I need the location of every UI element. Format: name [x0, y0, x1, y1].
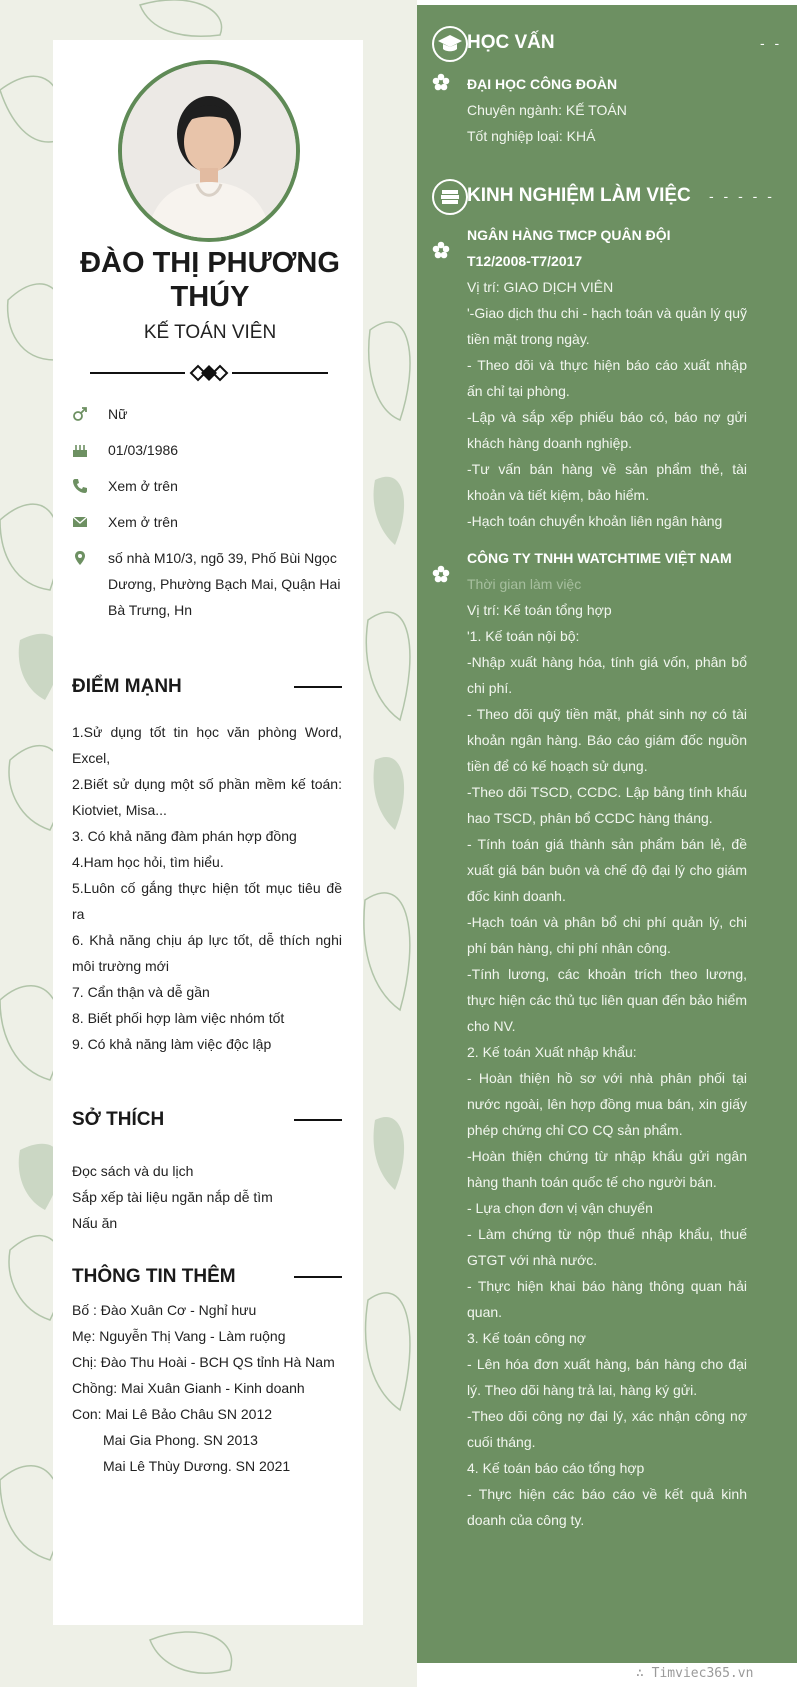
list-item: 5.Luôn cố gắng thực hiện tốt mục tiêu đề ra: [72, 880, 342, 922]
education-entry: [467, 71, 747, 149]
diamond-ornament-icon: [189, 364, 229, 382]
job-entry-1: [467, 222, 747, 534]
list-item: 2.Biết sử dụng một số phần mềm kế toán: Kiotviet, Misa...: [72, 776, 342, 818]
list-item: 7. Cẩn thận và dễ gần: [72, 984, 210, 1000]
address-value: số nhà M10/3, ngõ 39, Phố Bùi Ngọc Dương, Phường Bạch Mai, Quận Hai Bà Trưng, Hn: [108, 550, 341, 618]
job-duty: 3. Kế toán công nợ: [467, 1330, 586, 1346]
job-duty: -Theo dõi TSCD, CCDC. Lập bảng tính khấu hao TSCD, phân bổ CCDC hàng tháng.: [467, 784, 747, 826]
major: Chuyên ngành: KẾ TOÁN: [467, 102, 627, 118]
graduation-cap-icon: [432, 26, 468, 62]
job-duty: -Theo dõi công nợ đại lý, xác nhận công nợ cuối tháng.: [467, 1408, 747, 1450]
job-duty: - Thực hiện các báo cáo về kết quả kinh doanh của công ty.: [467, 1486, 747, 1528]
job-duty: - Theo dõi và thực hiện báo cáo xuất nhập ấn chỉ tại phòng.: [467, 357, 747, 399]
job-duty: - Thực hiện khai báo hàng thông quan hải quan.: [467, 1278, 747, 1320]
list-item: 8. Biết phối hợp làm việc nhóm tốt: [72, 1010, 285, 1026]
hobbies-heading: SỞ THÍCH: [72, 1109, 165, 1130]
candidate-name: ĐÀO THỊ PHƯƠNG THÚY: [80, 247, 340, 313]
email-value: Xem ở trên: [108, 514, 178, 530]
watermark: [636, 1666, 753, 1681]
profile-photo: [118, 60, 300, 242]
job-period: Thời gian làm việc: [467, 576, 582, 592]
list-item: 6. Khả năng chịu áp lực tốt, dễ thích nghi môi trường mới: [72, 932, 342, 974]
job-duty: 2. Kế toán Xuất nhập khẩu:: [467, 1044, 637, 1060]
extra-info-heading-rule: [294, 1276, 342, 1278]
school-name: ĐẠI HỌC CÔNG ĐOÀN: [467, 76, 618, 92]
right-column: [417, 5, 797, 1663]
list-item: Sắp xếp tài liệu ngăn nắp dễ tìm: [72, 1189, 273, 1205]
extra-info-list: [72, 1297, 342, 1479]
job-duty: -Tính lương, các khoản trích theo lương, thực hiện các thủ tục liên quan đến bảo hiểm cho NV.: [467, 966, 747, 1034]
list-item: Chồng: Mai Xuân Gianh - Kinh doanh: [72, 1380, 305, 1396]
job-duty: -Tư vấn bán hàng về sản phẩm thẻ, tài khoản và tiết kiệm, bảo hiểm.: [467, 461, 747, 503]
job-duty: -Nhập xuất hàng hóa, tính giá vốn, phân bổ chi phí.: [467, 654, 747, 696]
flower-bullet-icon: [432, 565, 450, 583]
education-heading-dashes: - -: [760, 35, 783, 51]
list-item: Bố : Đào Xuân Cơ - Nghỉ hưu: [72, 1302, 257, 1318]
location-pin-icon: [72, 550, 88, 566]
strengths-list: [72, 719, 342, 1057]
experience-heading-dashes: - - - - -: [709, 188, 775, 204]
list-item: Nấu ăn: [72, 1215, 118, 1231]
gender-value: Nữ: [108, 406, 128, 422]
list-item: 1.Sử dụng tốt tin học văn phòng Word, Excel,: [72, 724, 342, 766]
list-item: Mai Lê Thùy Dương. SN 2021: [103, 1458, 291, 1474]
job-duty: - Theo dõi quỹ tiền mặt, phát sinh nợ có tài khoản ngân hàng. Báo cáo giám đốc nguồn tiền để có kế hoạch sử dụng.: [467, 706, 747, 774]
divider-right: [232, 372, 328, 374]
flower-bullet-icon: [432, 241, 450, 259]
phone-icon: [72, 478, 88, 494]
list-item: Chị: Đào Thu Hoài - BCH QS tỉnh Hà Nam: [72, 1354, 335, 1370]
job-position: Vị trí: Kế toán tổng hợp: [467, 602, 612, 618]
list-item: 4.Ham học hỏi, tìm hiểu.: [72, 854, 224, 870]
company-name: CÔNG TY TNHH WATCHTIME VIỆT NAM: [467, 550, 732, 566]
job-position: Vị trí: GIAO DỊCH VIÊN: [467, 279, 614, 295]
email-envelope-icon: [72, 514, 88, 530]
list-item: Mai Gia Phong. SN 2013: [103, 1432, 258, 1448]
job-duty: -Lập và sắp xếp phiếu báo có, báo nợ gửi khách hàng doanh nghiệp.: [467, 409, 747, 451]
list-item: 3. Có khả năng đàm phán hợp đồng: [72, 828, 297, 844]
job-duty: -Hạch toán và phân bổ chi phí quản lý, chi phí bán hàng, chi phí nhân công.: [467, 914, 747, 956]
job-duty: - Lựa chọn đơn vị vận chuyển: [467, 1200, 653, 1216]
strengths-heading-rule: [294, 686, 342, 688]
gender-icon: [72, 406, 88, 422]
job-title: KẾ TOÁN VIÊN: [143, 322, 277, 343]
company-name: NGÂN HÀNG TMCP QUÂN ĐỘI: [467, 227, 671, 243]
job-duty: - Tính toán giá thành sản phẩm bán lẻ, đề xuất giá bán buôn và chế độ đại lý cho giám đốc kinh doanh.: [467, 836, 747, 904]
phone-value: Xem ở trên: [108, 478, 178, 494]
job-duty: -Hạch toán chuyển khoản liên ngân hàng: [467, 513, 723, 529]
job-entry-2: [467, 545, 747, 1533]
hobbies-list: [72, 1158, 342, 1236]
strengths-heading: ĐIỂM MẠNH: [72, 676, 182, 697]
divider-left: [90, 372, 185, 374]
job-duty: '-Giao dịch thu chi - hạch toán và quản lý quỹ tiền mặt trong ngày.: [467, 305, 747, 347]
job-period: T12/2008-T7/2017: [467, 253, 583, 269]
birthday-value: 01/03/1986: [108, 442, 179, 458]
list-item: Con: Mai Lê Bảo Châu SN 2012: [72, 1406, 273, 1422]
list-item: Mẹ: Nguyễn Thị Vang - Làm ruộng: [72, 1328, 286, 1344]
list-item: 9. Có khả năng làm việc độc lập: [72, 1036, 272, 1052]
experience-heading: KINH NGHIỆM LÀM VIỆC: [467, 185, 691, 206]
job-duty: 4. Kế toán báo cáo tổng hợp: [467, 1460, 645, 1476]
job-duty: '1. Kế toán nội bộ:: [467, 628, 580, 644]
job-duty: - Hoàn thiện hồ sơ với nhà phân phối tại nước ngoài, lên hợp đồng mua bán, xin giấy phép chứng chỉ CO CQ sản phẩm.: [467, 1070, 747, 1138]
job-duty: - Làm chứng từ nộp thuế nhập khẩu, thuế GTGT với nhà nước.: [467, 1226, 747, 1268]
flower-bullet-icon: [432, 73, 450, 91]
grade: Tốt nghiệp loại: KHÁ: [467, 128, 596, 144]
job-duty: -Hoàn thiện chứng từ nhập khẩu gửi ngân hàng thanh toán quốc tế cho người bán.: [467, 1148, 747, 1190]
extra-info-heading: THÔNG TIN THÊM: [72, 1266, 236, 1287]
contact-address: [72, 545, 342, 625]
watermark-symbol-icon: ∴: [636, 1666, 652, 1681]
birthday-cake-icon: [72, 442, 88, 458]
job-duty: - Lên hóa đơn xuất hàng, bán hàng cho đại lý. Theo dõi hàng trả lai, hàng ký gửi.: [467, 1356, 747, 1398]
education-heading: HỌC VẤN: [467, 32, 555, 53]
hobbies-heading-rule: [294, 1119, 342, 1121]
watermark-text: Timviec365.vn: [651, 1666, 754, 1681]
list-item: Đọc sách và du lịch: [72, 1163, 194, 1179]
books-icon: [432, 179, 468, 215]
